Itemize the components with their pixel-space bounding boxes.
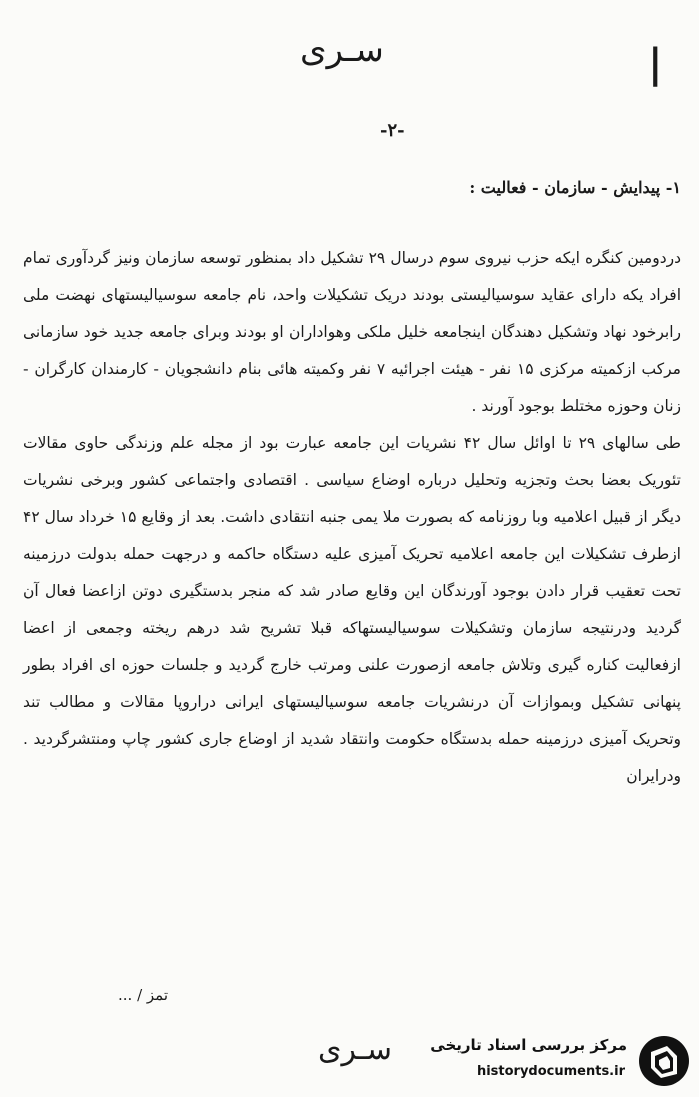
page-number: -۲- [380, 120, 405, 141]
paragraph-1: دردومین کنگره ایکه حزب نیروی سوم درسال ۲۹ تشکیل داد بمنظور توسعه سازمان ونیز گردآوری تمام افراد یکه دارای عقاید سوسیالیستی بودند دریک تشکیلات واحد، نام جامعه سوسیالیستهای نهضت ملی رابرخود نهاد وتشکیل دهندگان اینجامعه خلیل ملکی وهواداران او بودند وبرای جامعه جدید خود سازمانی مرکب ازکمیته مرکزی ۱۵ نفر - هیئت اجرائیه ۷ نفر وکمیته هائی بنام دانشجویان - کارمندان کارگران - زنان وحوزه مختلط بوجود آورند . [23, 249, 681, 415]
margin-mark: | [648, 40, 663, 87]
classification-stamp-top: سـری [300, 30, 384, 70]
document-body [23, 240, 681, 795]
section-heading: ۱- پیدایش - سازمان - فعالیت : [469, 178, 681, 197]
archive-logo-icon [637, 1034, 691, 1088]
paragraph-2: طی سالهای ۲۹ تا اوائل سال ۴۲ نشریات این جامعه عبارت بود از مجله علم وزندگی حاوی مقالات تئوریک بعضا بحث وتجزیه وتحلیل درباره اوضاع سیاسی . اقتصادی واجتماعی کشور وبرخی نشریات دیگر از قبیل اعلامیه وبا روزنامه که بصورت ملا یمی جنبه انتقادی داشت. بعد از وقایع ۱۵ خرداد سال ۴۲ ازطرف تشکیلات این جامعه اعلامیه تحریک آمیزی علیه دستگاه حاکمه و درجهت حمله بدولت درزمینه تحت تعقیب قرار دادن بوجود آورندگان این وقایع صادر شد که منجر بدستگیری دوتن ازاعضا فعال آن گردید ودرنتیجه سازمان وتشکیلات سوسیالیستهاکه قبلا تشریح شد درهم ریخته وجمعی از اعضا ازفعالیت کناره گیری وتلاش جامعه ازصورت علنی ومرتب خارج گردید و جلسات حوزه ای افراد بطور پنهانی تشکیل وبموازات آن درنشریات جامعه سوسیالیستهای ایرانی دراروپا مقالات و مطالب تند وتحریک آمیزی درزمینه حمله بدستگاه حکومت وانتقاد شدید از اوضاع جاری کشور چاپ ومنتشرگردید . ودرایران [23, 434, 681, 785]
footnote-mark: تمز / ... [118, 986, 169, 1004]
archive-watermark [425, 1030, 695, 1092]
watermark-url: historydocuments.ir [476, 1064, 625, 1079]
watermark-title: مرکز بررسی اسناد تاریخی [430, 1036, 627, 1054]
classification-stamp-bottom: سـری [318, 1032, 392, 1067]
